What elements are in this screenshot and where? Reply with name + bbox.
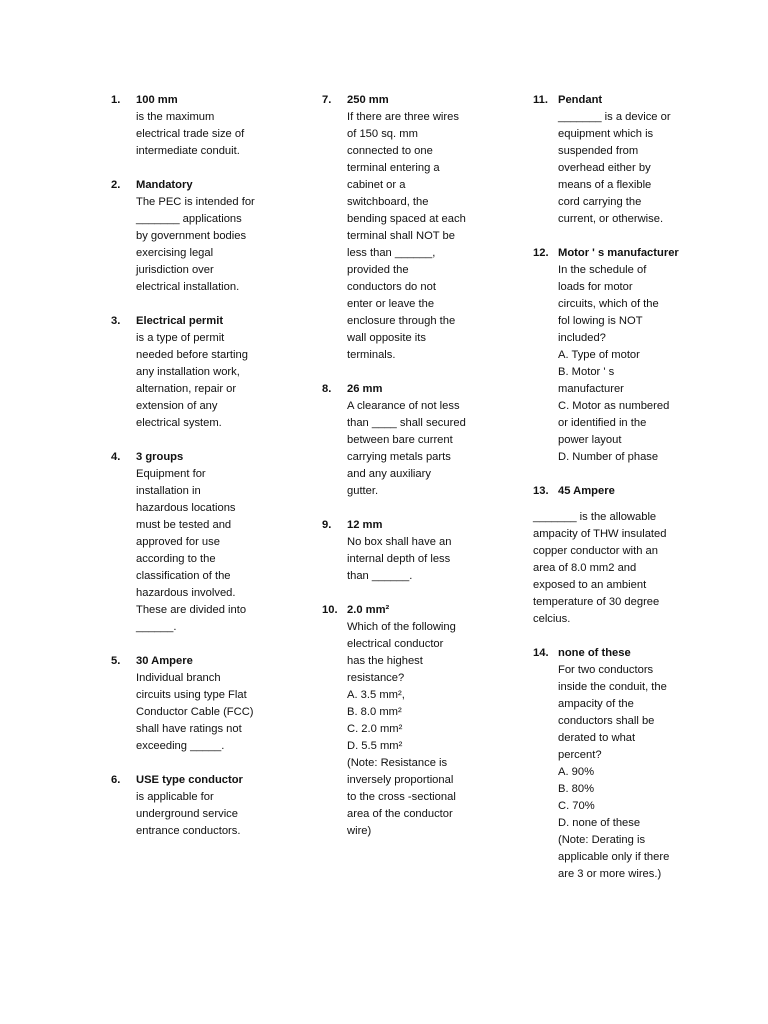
question-item <box>533 483 705 628</box>
question-heading <box>322 602 494 619</box>
question-text-line: bending spaced at each <box>347 213 466 225</box>
question-text-line: enclosure through the <box>347 315 456 327</box>
question-text-line: to the cross -sectional <box>347 791 456 803</box>
question-number: 4. <box>111 451 121 463</box>
question-text-line: electrical trade size of <box>136 128 245 140</box>
question-text-line: copper conductor with an <box>533 545 659 557</box>
question-heading <box>111 449 286 466</box>
question-text-line: loads for motor <box>558 281 633 293</box>
question-text-line: cabinet or a <box>347 179 406 191</box>
question-text-line: than ____ shall secured <box>347 417 466 429</box>
question-text-line: power layout <box>558 434 622 446</box>
question-text-line: B. 80% <box>558 783 595 795</box>
question-text-line: terminals. <box>347 349 396 361</box>
question-text <box>322 619 494 840</box>
question-heading <box>111 653 286 670</box>
question-item <box>111 92 286 160</box>
answer-text: Electrical permit <box>136 315 224 327</box>
question-text-line: If there are three wires <box>347 111 459 123</box>
question-item <box>111 653 286 755</box>
question-text-line: derated to what <box>558 732 636 744</box>
question-text-line: connected to one <box>347 145 433 157</box>
answer-text: 45 Ampere <box>558 485 615 497</box>
question-text-line: by government bodies <box>136 230 247 242</box>
answer-text: Pendant <box>558 94 603 106</box>
question-text-line: D. Number of phase <box>558 451 659 463</box>
question-text-line: C. 2.0 mm² <box>347 723 403 735</box>
question-text-line: enter or leave the <box>347 298 435 310</box>
question-text-line: carrying metals parts <box>347 451 451 463</box>
question-number: 9. <box>322 519 332 531</box>
question-text-line: than ______. <box>347 570 413 582</box>
question-text-line: D. none of these <box>558 817 641 829</box>
question-item <box>111 772 286 840</box>
question-item <box>322 381 494 500</box>
question-text-line: installation in <box>136 485 201 497</box>
question-text-line: In the schedule of <box>558 264 647 276</box>
question-text-line: terminal shall NOT be <box>347 230 455 242</box>
question-text-line: wire) <box>347 825 372 837</box>
question-heading <box>322 381 494 398</box>
question-text <box>533 509 705 628</box>
question-item <box>533 645 705 883</box>
question-item <box>322 517 494 585</box>
question-heading <box>111 177 286 194</box>
question-text-line: area of 8.0 mm2 and <box>533 562 637 574</box>
question-text-line: and any auxiliary <box>347 468 431 480</box>
question-text-line: current, or otherwise. <box>558 213 664 225</box>
question-text-line: intermediate conduit. <box>136 145 240 157</box>
question-text-line: ______. <box>136 621 177 633</box>
answer-text: 3 groups <box>136 451 184 463</box>
question-text-line: needed before starting <box>136 349 248 361</box>
question-text-line: extension of any <box>136 400 218 412</box>
question-text-line: less than ______, <box>347 247 436 259</box>
question-number: 8. <box>322 383 332 395</box>
question-text <box>533 662 705 883</box>
question-text-line: gutter. <box>347 485 379 497</box>
question-text-line: are 3 or more wires.) <box>558 868 662 880</box>
question-number: 13. <box>533 485 549 497</box>
question-text-line: (Note: Derating is <box>558 834 646 846</box>
question-text-line: overhead either by <box>558 162 651 174</box>
question-text-line: is a type of permit <box>136 332 225 344</box>
question-text-line: inside the conduit, the <box>558 681 667 693</box>
question-text-line: entrance conductors. <box>136 825 241 837</box>
question-heading <box>533 645 705 662</box>
question-text-line: jurisdiction over <box>136 264 214 276</box>
question-text-line: means of a flexible <box>558 179 652 191</box>
question-text-line: No box shall have an <box>347 536 452 548</box>
question-text-line: exceeding _____. <box>136 740 225 752</box>
question-text-line: exposed to an ambient <box>533 579 647 591</box>
question-number: 3. <box>111 315 121 327</box>
question-text-line: Which of the following <box>347 621 456 633</box>
question-text-line: circuits, which of the <box>558 298 659 310</box>
column-2 <box>322 92 494 857</box>
question-item <box>111 313 286 432</box>
answer-text: USE type conductor <box>136 774 243 786</box>
question-number: 14. <box>533 647 549 659</box>
answer-text: Motor ' s manufacturer <box>558 247 679 259</box>
question-text-line: These are divided into <box>136 604 247 616</box>
question-text-line: Individual branch <box>136 672 221 684</box>
question-text-line: suspended from <box>558 145 639 157</box>
question-item <box>322 602 494 840</box>
question-text-line: B. 8.0 mm² <box>347 706 402 718</box>
question-item <box>322 92 494 364</box>
question-heading <box>533 483 705 500</box>
answer-text: Mandatory <box>136 179 193 191</box>
question-text <box>322 109 494 364</box>
question-number: 7. <box>322 94 332 106</box>
question-text-line: circuits using type Flat <box>136 689 247 701</box>
question-text <box>322 398 494 500</box>
question-number: 6. <box>111 774 121 786</box>
question-text-line: ampacity of the <box>558 698 634 710</box>
question-text-line: is the maximum <box>136 111 215 123</box>
question-text-line: switchboard, the <box>347 196 429 208</box>
question-text-line: shall have ratings not <box>136 723 242 735</box>
question-text-line: For two conductors <box>558 664 654 676</box>
question-text-line: according to the <box>136 553 216 565</box>
question-text-line: provided the <box>347 264 409 276</box>
question-heading <box>111 772 286 789</box>
answer-text: 30 Ampere <box>136 655 193 667</box>
column-1 <box>111 92 286 857</box>
question-heading <box>111 313 286 330</box>
question-text-line: _______ is a device or <box>558 111 671 123</box>
question-text-line: internal depth of less <box>347 553 451 565</box>
question-text-line: electrical conductor <box>347 638 444 650</box>
question-item <box>111 449 286 636</box>
question-item <box>533 245 705 466</box>
question-heading <box>533 92 705 109</box>
question-text <box>111 670 286 755</box>
question-text-line: A. 90% <box>558 766 595 778</box>
question-text-line: A. 3.5 mm², <box>347 689 405 701</box>
question-number: 1. <box>111 94 121 106</box>
question-text-line: any installation work, <box>136 366 240 378</box>
question-text-line: _______ is the allowable <box>533 511 657 523</box>
question-text-line: alternation, repair or <box>136 383 237 395</box>
question-text-line: A. Type of motor <box>558 349 640 361</box>
answer-text: 26 mm <box>347 383 383 395</box>
question-heading <box>111 92 286 109</box>
question-text-line: celcius. <box>533 613 571 625</box>
question-text-line: conductors shall be <box>558 715 655 727</box>
question-text <box>111 466 286 636</box>
question-text-line: is applicable for <box>136 791 214 803</box>
question-number: 12. <box>533 247 549 259</box>
question-text-line: hazardous involved. <box>136 587 236 599</box>
question-item <box>533 92 705 228</box>
question-item <box>111 177 286 296</box>
question-heading <box>533 245 705 262</box>
question-text-line: approved for use <box>136 536 220 548</box>
answer-text: none of these <box>558 647 631 659</box>
question-text <box>533 109 705 228</box>
question-text-line: inversely proportional <box>347 774 454 786</box>
question-number: 5. <box>111 655 121 667</box>
question-text-line: electrical installation. <box>136 281 240 293</box>
question-number: 2. <box>111 179 121 191</box>
question-text-line: electrical system. <box>136 417 222 429</box>
question-text-line: area of the conductor <box>347 808 453 820</box>
question-text-line: resistance? <box>347 672 405 684</box>
question-text-line: C. 70% <box>558 800 595 812</box>
answer-text: 2.0 mm² <box>347 604 390 616</box>
question-text <box>111 330 286 432</box>
question-heading <box>322 517 494 534</box>
question-text <box>111 109 286 160</box>
question-text-line: applicable only if there <box>558 851 670 863</box>
question-text-line: fol lowing is NOT <box>558 315 643 327</box>
answer-text: 100 mm <box>136 94 178 106</box>
question-text <box>111 789 286 840</box>
question-text-line: of 150 sq. mm <box>347 128 418 140</box>
question-number: 11. <box>533 94 548 106</box>
question-text-line: wall opposite its <box>347 332 426 344</box>
question-text-line: C. Motor as numbered <box>558 400 670 412</box>
question-text-line: between bare current <box>347 434 453 446</box>
question-text-line: A clearance of not less <box>347 400 460 412</box>
question-text <box>111 194 286 296</box>
question-text-line: conductors do not <box>347 281 436 293</box>
question-text-line: D. 5.5 mm² <box>347 740 403 752</box>
question-text-line: hazardous locations <box>136 502 236 514</box>
question-number: 10. <box>322 604 338 616</box>
question-text-line: Equipment for <box>136 468 206 480</box>
question-text-line: B. Motor ' s <box>558 366 615 378</box>
answer-text: 250 mm <box>347 94 389 106</box>
question-text-line: cord carrying the <box>558 196 642 208</box>
question-text-line: percent? <box>558 749 602 761</box>
question-text-line: classification of the <box>136 570 231 582</box>
question-text-line: ampacity of THW insulated <box>533 528 667 540</box>
question-text-line: or identified in the <box>558 417 647 429</box>
answer-text: 12 mm <box>347 519 383 531</box>
question-text-line: (Note: Resistance is <box>347 757 448 769</box>
question-text-line: has the highest <box>347 655 423 667</box>
question-text-line: underground service <box>136 808 238 820</box>
question-text <box>533 262 705 466</box>
question-text-line: Conductor Cable (FCC) <box>136 706 254 718</box>
question-text-line: _______ applications <box>136 213 242 225</box>
question-text-line: temperature of 30 degree <box>533 596 660 608</box>
question-text-line: terminal entering a <box>347 162 440 174</box>
question-text-line: included? <box>558 332 606 344</box>
question-text-line: The PEC is intended for <box>136 196 255 208</box>
question-text-line: exercising legal <box>136 247 214 259</box>
question-text-line: manufacturer <box>558 383 624 395</box>
question-heading <box>322 92 494 109</box>
question-text <box>322 534 494 585</box>
question-text-line: must be tested and <box>136 519 232 531</box>
column-3 <box>533 92 705 900</box>
question-text-line: equipment which is <box>558 128 654 140</box>
